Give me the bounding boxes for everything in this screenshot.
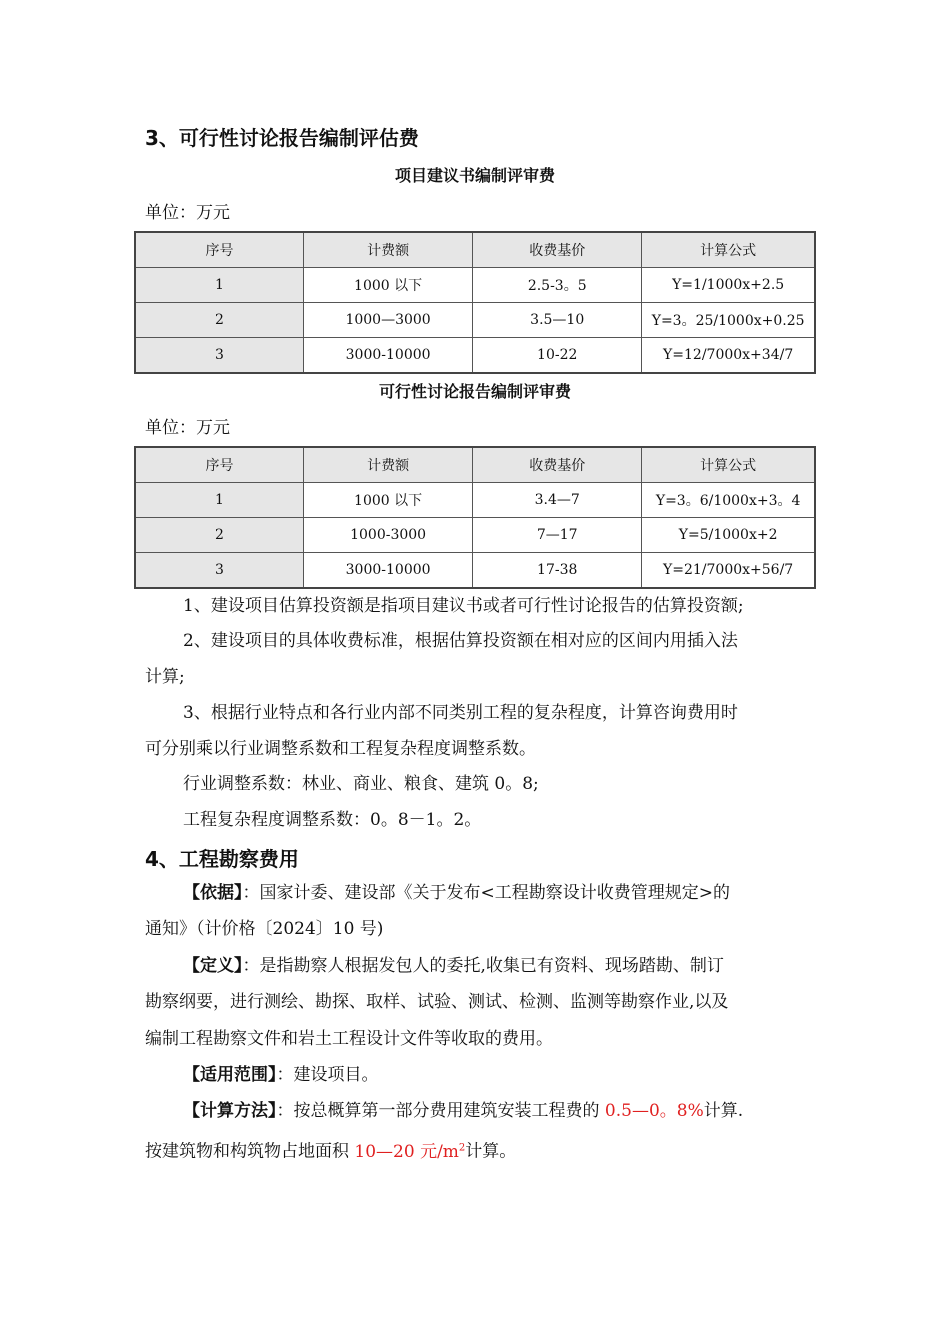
fee-table-2 xyxy=(134,446,816,589)
table-cell: 1 xyxy=(135,483,304,518)
column-header: 序号 xyxy=(135,447,304,483)
column-header: 收费基价 xyxy=(473,447,642,483)
definition-text: ：是指勘察人根据发包人的委托,收集已有资料、现场踏勘、制订 xyxy=(242,956,724,976)
table-cell: Y=12/7000x+34/7 xyxy=(642,338,815,374)
column-header: 序号 xyxy=(135,232,304,268)
column-header: 计费额 xyxy=(304,232,473,268)
table-cell: Y=21/7000x+56/7 xyxy=(642,553,815,589)
section-3-heading: 3、可行性讨论报告编制评估费 xyxy=(145,126,419,150)
definition-label: 【定义】 xyxy=(183,956,243,976)
fee-table-1 xyxy=(134,231,816,374)
note-1: 1、建设项目估算投资额是指项目建议书或者可行性讨论报告的估算投资额; xyxy=(183,596,744,616)
industry-coefficient: 行业调整系数：林业、商业、粮食、建筑 0。8; xyxy=(183,774,539,794)
note-3-line-2: 可分别乘以行业调整系数和工程复杂程度调整系数。 xyxy=(145,739,536,759)
scope-text: ：建设项目。 xyxy=(276,1065,379,1085)
complexity-coefficient: 工程复杂程度调整系数：0。8－1。2。 xyxy=(183,810,482,830)
table-row xyxy=(135,483,815,518)
scope-line xyxy=(183,1057,379,1094)
table-cell: 2.5-3。5 xyxy=(473,268,642,303)
calc-area-rate-sup: 2 xyxy=(458,1142,466,1153)
calc-method-label: 【计算方法】 xyxy=(183,1101,277,1121)
table-cell: Y=3。6/1000x+3。4 xyxy=(642,483,815,518)
definition-line-3: 编制工程勘察文件和岩土工程设计文件等收取的费用。 xyxy=(145,1029,553,1049)
basis-line-2: 通知》（计价格〔2024〕10 号) xyxy=(145,919,384,939)
table-cell: 1000 以下 xyxy=(304,268,473,303)
column-header: 收费基价 xyxy=(473,232,642,268)
table-header-row xyxy=(135,232,815,268)
table-row xyxy=(135,338,815,374)
table-cell: 17-38 xyxy=(473,553,642,589)
table-cell: 1000—3000 xyxy=(304,303,473,338)
basis-label: 【依据】 xyxy=(183,883,243,903)
table-cell: Y=1/1000x+2.5 xyxy=(642,268,815,303)
table-header-row xyxy=(135,447,815,483)
table-cell: Y=5/1000x+2 xyxy=(642,518,815,553)
note-2-line-1: 2、建设项目的具体收费标准，根据估算投资额在相对应的区间内用插入法 xyxy=(183,631,738,651)
definition-line-1 xyxy=(183,948,724,985)
table-cell: 3.5—10 xyxy=(473,303,642,338)
table-row xyxy=(135,553,815,589)
table-row xyxy=(135,518,815,553)
calc-area-rate-value: 10—20 元/m xyxy=(354,1141,459,1162)
column-header: 计算公式 xyxy=(642,232,815,268)
table2-unit: 单位：万元 xyxy=(145,418,230,438)
table-row xyxy=(135,303,815,338)
table-cell: 3 xyxy=(135,338,304,374)
section-4-heading: 4、工程勘察费用 xyxy=(145,847,299,871)
table-cell: 1000-3000 xyxy=(304,518,473,553)
scope-label: 【适用范围】 xyxy=(183,1065,277,1085)
table-row xyxy=(135,268,815,303)
basis-text: ：国家计委、建设部《关于发布<工程勘察设计收费管理规定>的 xyxy=(242,883,730,903)
column-header: 计费额 xyxy=(304,447,473,483)
calc-area-text: 按建筑物和构筑物占地面积 xyxy=(145,1141,355,1162)
calc-percentage: 0.5—0。8% xyxy=(604,1101,704,1121)
calc-method-text: ：按总概算第一部分费用建筑安装工程费的 xyxy=(276,1101,605,1121)
table-cell: 2 xyxy=(135,518,304,553)
column-header: 计算公式 xyxy=(642,447,815,483)
table-cell: 3000-10000 xyxy=(304,338,473,374)
note-3-line-1: 3、根据行业特点和各行业内部不同类别工程的复杂程度，计算咨询费用时 xyxy=(183,703,738,723)
table-cell: 1 xyxy=(135,268,304,303)
calc-area-rate xyxy=(354,1142,465,1162)
table1-unit: 单位：万元 xyxy=(145,203,230,223)
table-cell: 10-22 xyxy=(473,338,642,374)
calc-area-tail: 计算。 xyxy=(465,1141,517,1162)
table-cell: Y=3。25/1000x+0.25 xyxy=(642,303,815,338)
table-cell: 2 xyxy=(135,303,304,338)
calc-method-line-2 xyxy=(145,1129,516,1171)
table1-title: 项目建议书编制评审费 xyxy=(394,166,555,185)
table-cell: 3.4—7 xyxy=(473,483,642,518)
calc-method-tail: 计算. xyxy=(703,1101,744,1121)
definition-line-2: 勘察纲要，进行测绘、勘探、取样、试验、测试、检测、监测等勘察作业,以及 xyxy=(145,992,729,1012)
table-cell: 7—17 xyxy=(473,518,642,553)
calc-method-line-1 xyxy=(183,1093,743,1130)
table-cell: 1000 以下 xyxy=(304,483,473,518)
basis-line-1 xyxy=(183,875,730,912)
table-cell: 3000-10000 xyxy=(304,553,473,589)
note-2-line-2: 计算; xyxy=(145,667,185,687)
table2-title: 可行性讨论报告编制评审费 xyxy=(378,382,571,401)
table-cell: 3 xyxy=(135,553,304,589)
